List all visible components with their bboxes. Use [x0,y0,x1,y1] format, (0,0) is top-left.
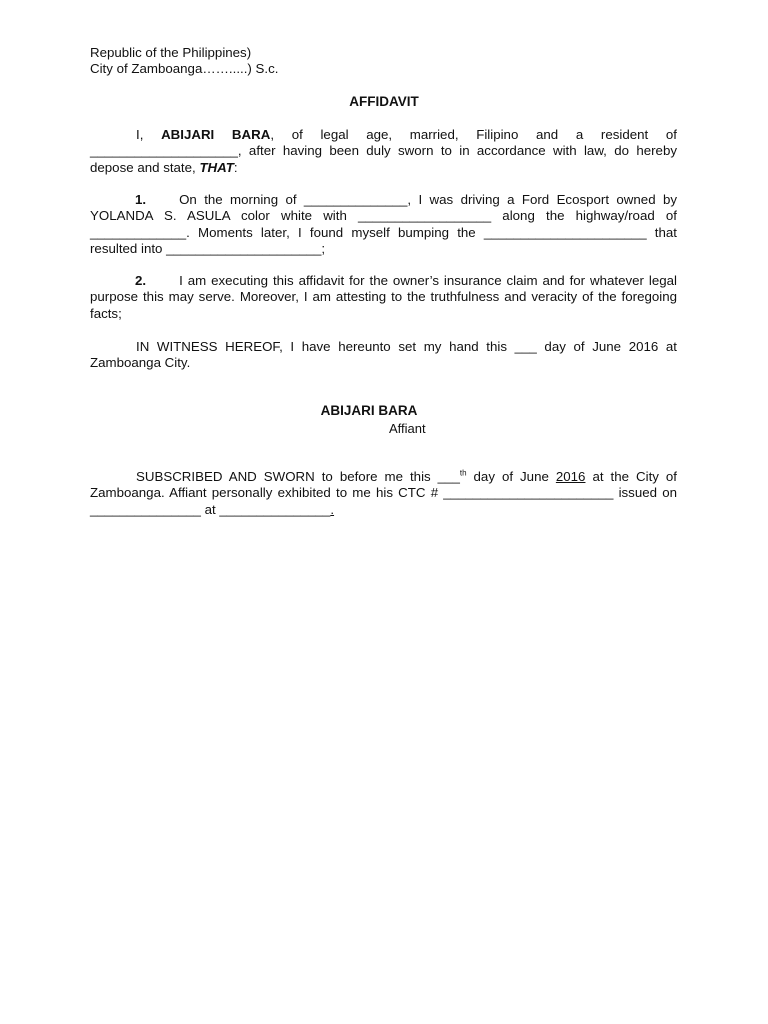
affiant-name-inline: ABIJARI BARA [161,127,271,142]
item-1-number: 1. [135,192,147,207]
header-line-republic: Republic of the Philippines) [90,45,252,60]
intro-suffix: : [233,159,238,175]
witness-paragraph [90,339,677,372]
document-header [90,45,677,78]
witness-text: IN WITNESS HEREOF, I have hereunto set my hand this ___ day of June 2016 at Zamboanga City. [90,339,677,371]
item-2-text: I am executing this affidavit for the owner’s insurance claim and for whatever legal purpose this may serve. Moreover, I am attesting to the truthfulness and veracity of the foregoing facts; [90,273,677,321]
header-line-city: City of Zamboanga…….....) S.c. [90,61,279,77]
intro-prefix: I, [136,127,144,142]
jurat-text-1: SUBSCRIBED AND SWORN to before me this ___ [136,469,460,484]
signature-name: ABIJARI BARA [320,403,418,418]
jurat-superscript: th [459,468,467,478]
signature-role: Affiant [389,421,426,436]
jurat-year: 2016 [555,469,586,484]
jurat-paragraph [90,469,677,518]
jurat-period: . [330,501,335,517]
jurat-text-3: at the City of Zamboanga. Affiant personally exhibited to me his CTC # _______________________ issued on _______________ at _______________ [90,469,678,517]
item-1-text: On the morning of ______________, I was driving a Ford Ecosport owned by YOLANDA S. ASULA color white with __________________ along the highway/road of _____________. Moments later, I found myself bumping the ______________________ that resulted into _____________________; [90,192,677,256]
intro-text: , of legal age, married, Filipino and a resident of ____________________, after having been duly sworn to in accordance with law, do hereby depose and state, [90,127,677,175]
document-title: AFFIDAVIT [349,94,419,109]
item-2-number: 2. [135,273,147,288]
statement-item-1 [90,192,677,257]
intro-paragraph [90,127,677,176]
intro-emphasis: THAT [199,159,234,175]
jurat-text-2: day of June [466,469,556,484]
statement-item-2 [90,273,677,322]
